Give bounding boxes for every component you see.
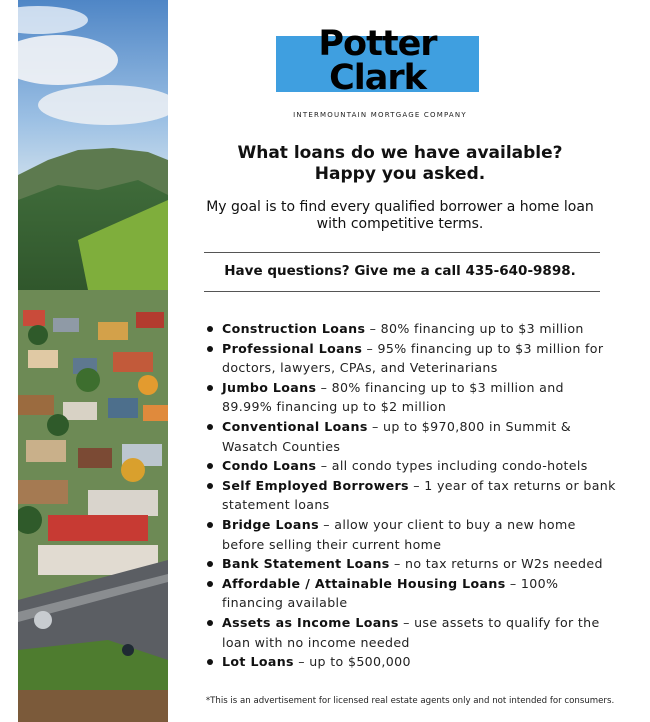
loan-item	[204, 574, 616, 613]
brand-tagline: INTERMOUNTAIN MORTGAGE COMPANY	[293, 111, 467, 119]
heading-line1: What loans do we have available?	[237, 143, 563, 163]
loan-desc: – up to $500,000	[293, 654, 411, 670]
brand-logo	[276, 24, 479, 98]
loan-name: Construction Loans	[222, 321, 366, 336]
loan-item	[204, 476, 616, 515]
loan-desc: – 95% financing up to $3 million for doctors, lawyers, CPAs, and Veterinarians	[222, 340, 604, 376]
loan-desc: – 80% financing up to $3 million	[365, 321, 584, 336]
loan-item	[204, 319, 616, 339]
loan-name: Jumbo Loans	[222, 379, 317, 395]
loan-desc: – allow your client to buy a new home before selling their current home	[222, 516, 576, 552]
loan-item	[204, 456, 616, 476]
brand-name-line1: Potter	[318, 24, 437, 64]
loan-desc: – no tax returns or W2s needed	[389, 556, 603, 572]
loan-name: Lot Loans	[222, 654, 294, 670]
loan-name: Professional Loans	[222, 340, 363, 356]
loan-item	[204, 613, 616, 652]
loan-desc: – up to $970,800 in Summit & Wasatch Counties	[222, 418, 572, 454]
heading-line2: Happy you asked.	[314, 164, 486, 184]
loan-item	[204, 417, 616, 456]
loan-item	[204, 554, 616, 574]
loan-name: Bank Statement Loans	[222, 556, 390, 572]
loan-name: Affordable / Attainable Housing Loans	[222, 575, 506, 591]
loan-name: Condo Loans	[222, 458, 317, 474]
divider-top	[204, 252, 600, 253]
loan-name: Assets as Income Loans	[222, 614, 399, 630]
call-to-action: Have questions? Give me a call 435-640-9898.	[224, 263, 576, 279]
page-heading	[200, 143, 600, 185]
loan-name: Bridge Loans	[222, 516, 319, 532]
town-mountain-photo	[18, 0, 168, 722]
loan-item	[204, 378, 616, 417]
loan-name: Self Employed Borrowers	[222, 477, 409, 493]
disclaimer: *This is an advertisement for licensed real estate agents only and not intended for consumers.	[205, 696, 615, 706]
loan-item	[204, 515, 616, 554]
goal-statement: My goal is to find every qualified borrower a home loan with competitive terms.	[206, 199, 594, 232]
loan-item	[204, 652, 616, 672]
divider-bottom	[204, 291, 600, 292]
loan-desc: – all condo types including condo-hotels	[316, 458, 588, 474]
loan-desc: – 100% financing available	[222, 575, 559, 611]
loan-desc: – 80% financing up to $3 million and 89.99% financing up to $2 million	[222, 379, 564, 415]
loan-desc: – use assets to qualify for the loan with no income needed	[222, 614, 600, 650]
brand-name-line2: Clark	[329, 58, 426, 98]
loan-desc: – 1 year of tax returns or bank statement loans	[222, 477, 616, 513]
loan-list	[204, 319, 616, 672]
loan-item	[204, 339, 616, 378]
loan-name: Conventional Loans	[222, 418, 368, 434]
